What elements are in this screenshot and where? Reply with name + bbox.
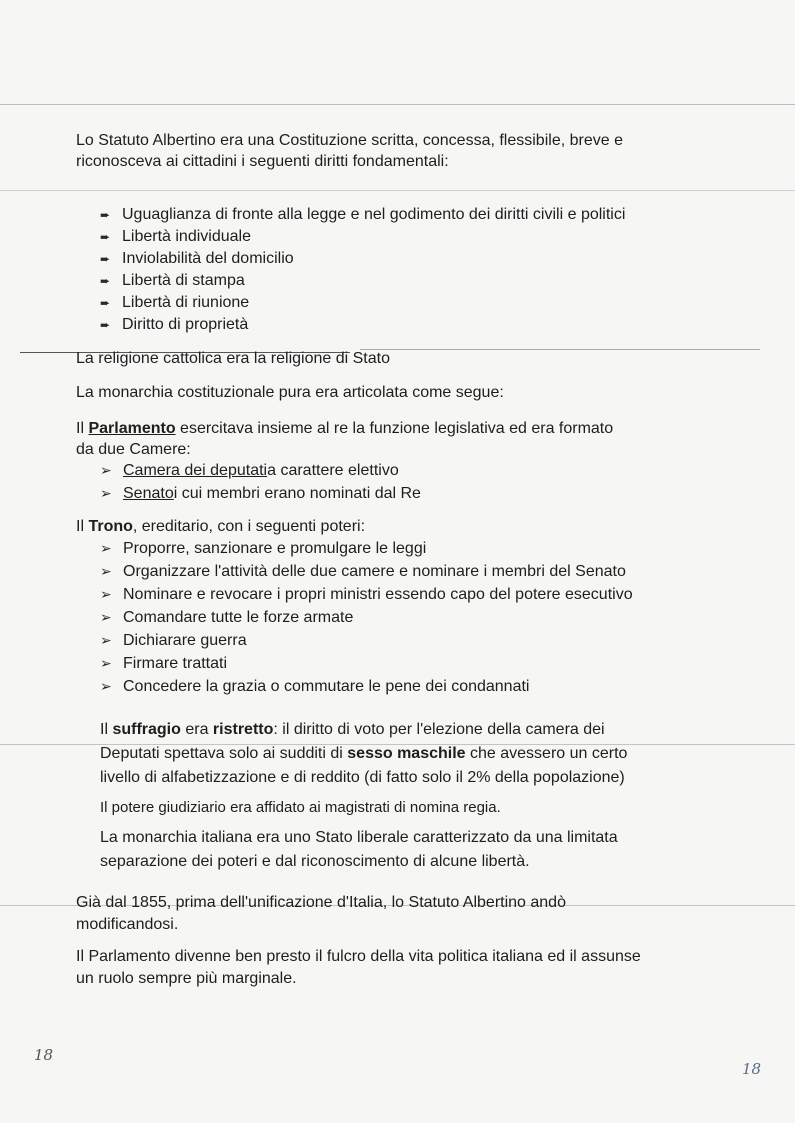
chambers-list bbox=[100, 459, 421, 505]
list-item: ➢ Concedere la grazia o commutare le pene dei condannati bbox=[100, 677, 530, 695]
parliament-role-paragraph: Il Parlamento divenne ben presto il fulcro della vita politica italiana ed il assunse un ruolo sempre più marginale. bbox=[76, 948, 641, 987]
intro-line-2: riconosceva ai cittadini i seguenti diritti fondamentali: bbox=[76, 153, 449, 170]
parliament-keyword: Parlamento bbox=[88, 420, 176, 437]
chevron-arrow-icon: ➢ bbox=[100, 540, 112, 556]
list-item: ➨ Uguaglianza di fronte alla legge e nel godimento dei diritti civili e politici bbox=[100, 206, 626, 223]
list-item: ➨ Inviolabilità del domicilio bbox=[100, 250, 294, 267]
arrow-bullet-icon: ➨ bbox=[100, 318, 111, 332]
list-item: ➢ Nominare e revocare i propri ministri essendo capo del potere esecutivo bbox=[100, 585, 633, 603]
throne-paragraph: Il Trono, ereditario, con i seguenti poteri: bbox=[76, 518, 366, 535]
throne-keyword: Trono bbox=[88, 518, 133, 535]
list-item: ➢ Dichiarare guerra bbox=[100, 631, 247, 649]
chevron-arrow-icon: ➢ bbox=[100, 563, 112, 579]
parliament-paragraph: Il Parlamento esercitava insieme al re la funzione legislativa ed era formato da due Camere: bbox=[76, 420, 614, 458]
list-item: ➢ Firmare trattati bbox=[100, 654, 228, 672]
list-item: ➨ Diritto di proprietà bbox=[100, 316, 249, 333]
liberal-state-paragraph: La monarchia italiana era uno Stato liberale caratterizzato da una limitata separazione dei poteri e dal riconoscimento di alcune libertà. bbox=[100, 829, 618, 870]
chevron-arrow-icon: ➢ bbox=[100, 586, 112, 602]
list-item: ➢ Camera dei deputati a carattere elettivo bbox=[100, 461, 399, 479]
list-item: ➨ Libertà di stampa bbox=[100, 272, 245, 289]
list-item: ➢ Comandare tutte le forze armate bbox=[100, 608, 354, 626]
chevron-arrow-icon: ➢ bbox=[100, 678, 112, 694]
intro-line-1: Lo Statuto Albertino era una Costituzione scritta, concessa, flessibile, breve e bbox=[76, 132, 623, 149]
arrow-bullet-icon: ➨ bbox=[100, 274, 111, 288]
page-number-right: 18 bbox=[742, 1060, 762, 1078]
suffrage-paragraph: Il suffragio era ristretto: il diritto di voto per l'elezione della camera dei Deputati spettava solo ai sudditi di sesso maschile che avessero un certo livello di alfabetizzazione e di reddito (di fatto solo il 2% della popolazione) bbox=[100, 721, 628, 786]
page-number-left: 18 bbox=[34, 1046, 54, 1064]
arrow-bullet-icon: ➨ bbox=[100, 296, 111, 310]
powers-list bbox=[100, 537, 633, 698]
religion-paragraph: La religione cattolica era la religione di Stato bbox=[76, 350, 390, 367]
scan-line bbox=[0, 104, 795, 105]
chevron-arrow-icon: ➢ bbox=[100, 485, 112, 501]
list-item: ➨ Libertà individuale bbox=[100, 228, 251, 245]
arrow-bullet-icon: ➨ bbox=[100, 208, 111, 222]
list-item: ➢ Proporre, sanzionare e promulgare le leggi bbox=[100, 539, 427, 557]
chevron-arrow-icon: ➢ bbox=[100, 655, 112, 671]
judiciary-paragraph: Il potere giudiziario era affidato ai magistrati di nomina regia. bbox=[100, 799, 501, 816]
chevron-arrow-icon: ➢ bbox=[100, 609, 112, 625]
monarchy-paragraph: La monarchia costituzionale pura era articolata come segue: bbox=[76, 384, 504, 401]
changes-paragraph: Già dal 1855, prima dell'unificazione d'Italia, lo Statuto Albertino andò modificandosi. bbox=[76, 894, 566, 933]
chevron-arrow-icon: ➢ bbox=[100, 462, 112, 478]
arrow-bullet-icon: ➨ bbox=[100, 252, 111, 266]
intro-paragraph bbox=[76, 130, 706, 172]
list-item: ➢ Organizzare l'attività delle due camere e nominare i membri del Senato bbox=[100, 562, 626, 580]
scan-line bbox=[0, 190, 795, 191]
rights-list bbox=[100, 204, 625, 336]
arrow-bullet-icon: ➨ bbox=[100, 230, 111, 244]
list-item: ➨ Libertà di riunione bbox=[100, 294, 250, 311]
chevron-arrow-icon: ➢ bbox=[100, 632, 112, 648]
list-item: ➢ Senato i cui membri erano nominati dal Re bbox=[100, 484, 421, 502]
